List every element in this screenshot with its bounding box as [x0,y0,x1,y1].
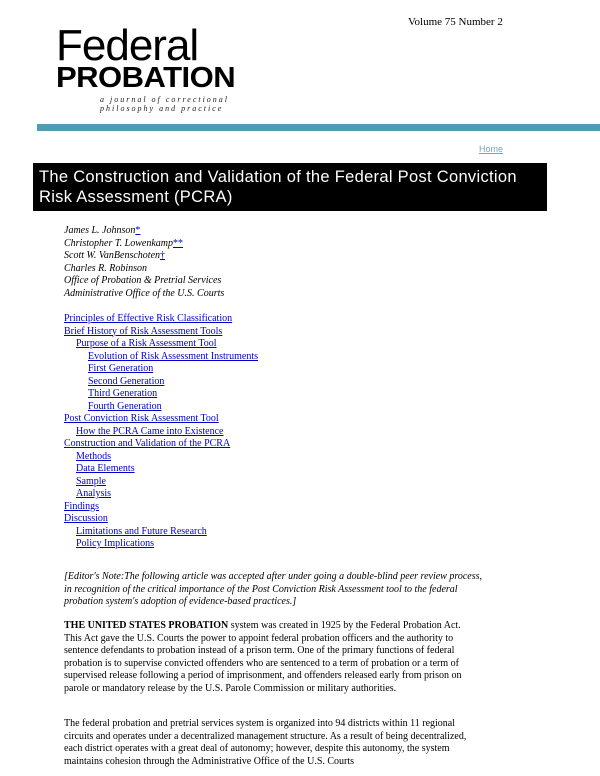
author-name: Charles R. Robinson [64,262,148,274]
table-of-contents [64,313,258,551]
article-title: The Construction and Validation of the Federal Post Conviction Risk Assessment (PCRA) [39,168,517,206]
author-line [64,225,224,238]
toc-link[interactable]: Findings [64,500,100,512]
author-footnote-link[interactable]: ** [173,237,183,249]
affiliation-agency: Administrative Office of the U.S. Courts [64,287,225,299]
toc-item [64,376,258,389]
affiliation-office: Office of Probation & Pretrial Services [64,275,222,286]
masthead-tagline-2: philosophy and practice [100,104,224,113]
toc-link[interactable]: Evolution of Risk Assessment Instruments [88,350,258,362]
toc-item [64,401,258,414]
masthead-logo [56,21,316,124]
author-name: Scott W. VanBenschoten [64,250,161,261]
author-name: James L. Johnson [64,225,136,236]
toc-link[interactable]: Purpose of a Risk Assessment Tool [76,338,217,349]
toc-item [64,326,258,339]
toc-link[interactable]: Data Elements [76,463,135,474]
toc-link[interactable]: Second Generation [88,375,165,387]
toc-item [64,426,258,439]
toc-item [64,438,258,451]
author-line [64,238,224,251]
toc-link[interactable]: Methods [76,450,111,462]
toc-link[interactable]: Post Conviction Risk Assessment Tool [64,413,219,424]
toc-item [64,513,258,526]
author-line [64,263,224,276]
article-title-banner [33,163,547,211]
masthead-federal: Federal [56,21,199,70]
home-link[interactable]: Home [479,144,504,154]
toc-item [64,363,258,376]
body-paragraph-2: The federal probation and pretrial services system is organized into 94 districts within 11 regional circuits and operates under a decentralized management structure. As a result of being decentralized, each district operates with a great deal of autonomy; however, despite this autonomy, the system maintains cohesion through the Administrative Office of the U.S. Courts [64,718,467,767]
toc-item [64,338,258,351]
lead-in-caps: THE UNITED STATES PROBATION [64,620,229,631]
toc-item [64,463,258,476]
toc-item [64,413,258,426]
body-paragraph [64,620,476,695]
editor-note: [Editor's Note:The following article was accepted after under going a double-blind peer review process, in recognition of the critical importance of the Post Conviction Risk Assessment tool to the federal probation system's adoption of evidence-based practices.] [64,571,483,607]
header-divider-bar [37,124,600,131]
toc-item [64,526,258,539]
author-block [64,225,224,300]
paragraph-text: system was created in 1925 by the Federal Probation Act. This Act gave the U.S. Courts the power to appoint federal probation officers and the authority to sentence defendants to probation instead of a prison term. One of the primary functions of federal probation is to supervise convicted offenders who are sentenced to a term of probation or a term of supervised release following a period of imprisonment, and offenders released early from prison on parole or mandatory release by the U.S. Parole Commission or military authorities. [64,620,462,694]
volume-number: Volume 75 Number 2 [408,16,503,28]
author-footnote-link[interactable]: † [160,250,166,261]
toc-item [64,451,258,464]
toc-item [64,313,258,326]
masthead-tagline: a journal of correctional [100,95,230,104]
author-name: Christopher T. Lowenkamp [64,237,173,249]
toc-link[interactable]: Limitations and Future Research [76,525,207,537]
toc-item [64,501,258,514]
author-footnote-link[interactable]: * [135,225,141,236]
toc-link[interactable]: Brief History of Risk Assessment Tools [64,325,223,337]
toc-item [64,351,258,364]
author-line [64,250,224,263]
toc-link[interactable]: Fourth Generation [88,400,162,412]
toc-item [64,538,258,551]
masthead-probation: PROBATION [56,62,236,94]
toc-link[interactable]: Policy Implications [76,538,155,549]
toc-link[interactable]: Principles of Effective Risk Classification [64,313,233,324]
toc-item [64,488,258,501]
toc-link[interactable]: Third Generation [88,388,158,399]
toc-link[interactable]: Discussion [64,513,108,524]
toc-item [64,388,258,401]
toc-link[interactable]: How the PCRA Came into Existence [76,425,224,437]
toc-link[interactable]: Construction and Validation of the PCRA [64,438,231,449]
toc-link[interactable]: Analysis [76,488,111,499]
toc-link[interactable]: Sample [76,475,106,487]
toc-item [64,476,258,489]
toc-link[interactable]: First Generation [88,363,154,374]
